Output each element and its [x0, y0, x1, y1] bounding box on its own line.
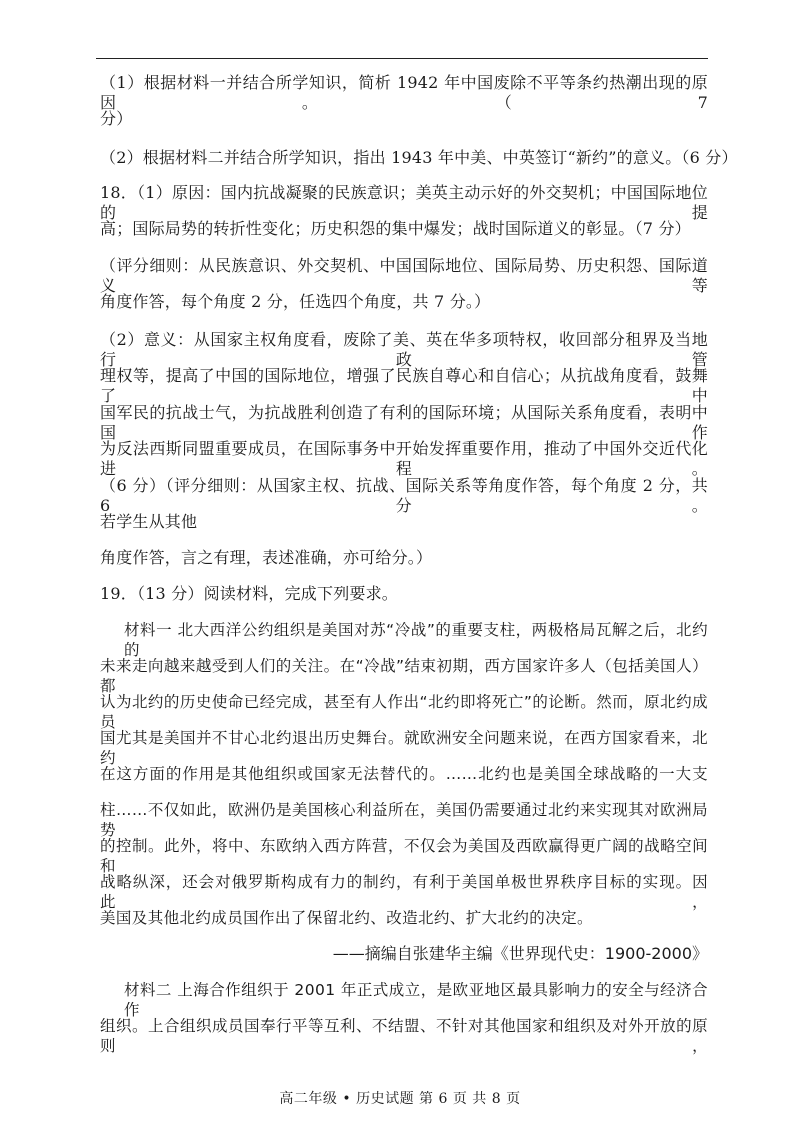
answer-18-part-2-line-5: （6 分）（评分细则：从国家主权、抗战、国际关系等角度作答，每个角度 2 分，共 6 分。 — [100, 476, 708, 515]
answer-18-part-2-line-7: 角度作答，言之有理，表述准确，亦可给分。） — [100, 548, 433, 567]
header-rule — [96, 58, 708, 59]
material-1-source: ——摘编自张建华主编《世界现代史：1900-2000》 — [332, 944, 708, 963]
answer-18-part-1-line-2: 高；国际局势的转折性变化；历史积怨的集中爆发；战时国际道义的彰显。（7 分） — [100, 219, 691, 238]
question-2-1-line-1: （1）根据材料一并结合所学知识，简析 1942 年中国废除不平等条约热潮出现的原因。（7 — [100, 73, 708, 112]
answer-18-part-1-line-1: 18．（1）原因：国内抗战凝聚的民族意识；美英主动示好的外交契机；中国国际地位的提 — [100, 183, 708, 222]
answer-18-part-2-line-1: （2）意义：从国家主权角度看，废除了美、英在华多项特权，收回部分租界及当地行政管 — [100, 330, 708, 369]
material-1-line-6: 柱……不仅如此，欧洲仍是美国核心利益所在，美国仍需要通过北约来实现其对欧洲局势 — [100, 801, 708, 839]
answer-18-part-2-line-3: 国军民的抗战士气，为抗战胜利创造了有利的国际环境；从国际关系角度看，表明中国作 — [100, 403, 708, 442]
material-2-line-2: 组织。上合组织成员国奉行平等互利、不结盟、不针对其他国家和组织及对外开放的原则， — [100, 1017, 708, 1055]
question-19-intro: 19．（13 分）阅读材料，完成下列要求。 — [100, 584, 399, 603]
question-2-2: （2）根据材料二并结合所学知识，指出 1943 年中美、中英签订“新约”的意义。（6 分） — [100, 148, 738, 167]
material-1-line-5: 在这方面的作用是其他组织或国家无法替代的。……北约也是美国全球战略的一大支 — [100, 765, 708, 783]
material-1-line-1: 材料一 北大西洋公约组织是美国对苏“冷战”的重要支柱，两极格局瓦解之后，北约的 — [124, 621, 708, 659]
material-1-line-7: 的控制。此外，将中、东欧纳入西方阵营，不仅会为美国及西欧赢得更广阔的战略空间和 — [100, 837, 708, 875]
material-1-line-4: 国尤其是美国并不甘心北约退出历史舞台。就欧洲安全问题来说，在西方国家看来，北约 — [100, 729, 708, 767]
material-1-line-3: 认为北约的历史使命已经完成，甚至有人作出“北约即将死亡”的论断。然而，原北约成员 — [100, 693, 708, 731]
answer-18-rubric-1-line-2: 角度作答，每个角度 2 分，任选四个角度，共 7 分。） — [100, 292, 491, 311]
page-footer: 高二年级 • 历史试题 第 6 页 共 8 页 — [279, 1091, 521, 1107]
question-2-1-line-2: 分） — [100, 109, 133, 128]
answer-18-part-2-line-4: 为反法西斯同盟重要成员，在国际事务中开始发挥重要作用，推动了中国外交近代化进程。 — [100, 439, 708, 478]
answer-18-part-2-line-2: 理权等，提高了中国的国际地位，增强了民族自尊心和自信心；从抗战角度看，鼓舞了中 — [100, 366, 708, 405]
material-2-line-1: 材料二 上海合作组织于 2001 年正式成立，是欧亚地区最具影响力的安全与经济合作 — [124, 981, 708, 1019]
material-1-line-2: 未来走向越来越受到人们的关注。在“冷战”结束初期，西方国家许多人（包括美国人）都 — [100, 657, 708, 695]
material-1-line-8: 战略纵深，还会对俄罗斯构成有力的制约，有利于美国单极世界秩序目标的实现。因此， — [100, 873, 708, 911]
answer-18-part-2-line-6: 若学生从其他 — [100, 512, 198, 531]
answer-18-rubric-1-line-1: （评分细则：从民族意识、外交契机、中国国际地位、国际局势、历史积怨、国际道义等 — [100, 256, 708, 295]
material-1-line-9: 美国及其他北约成员国作出了保留北约、改造北约、扩大北约的决定。 — [100, 909, 593, 927]
